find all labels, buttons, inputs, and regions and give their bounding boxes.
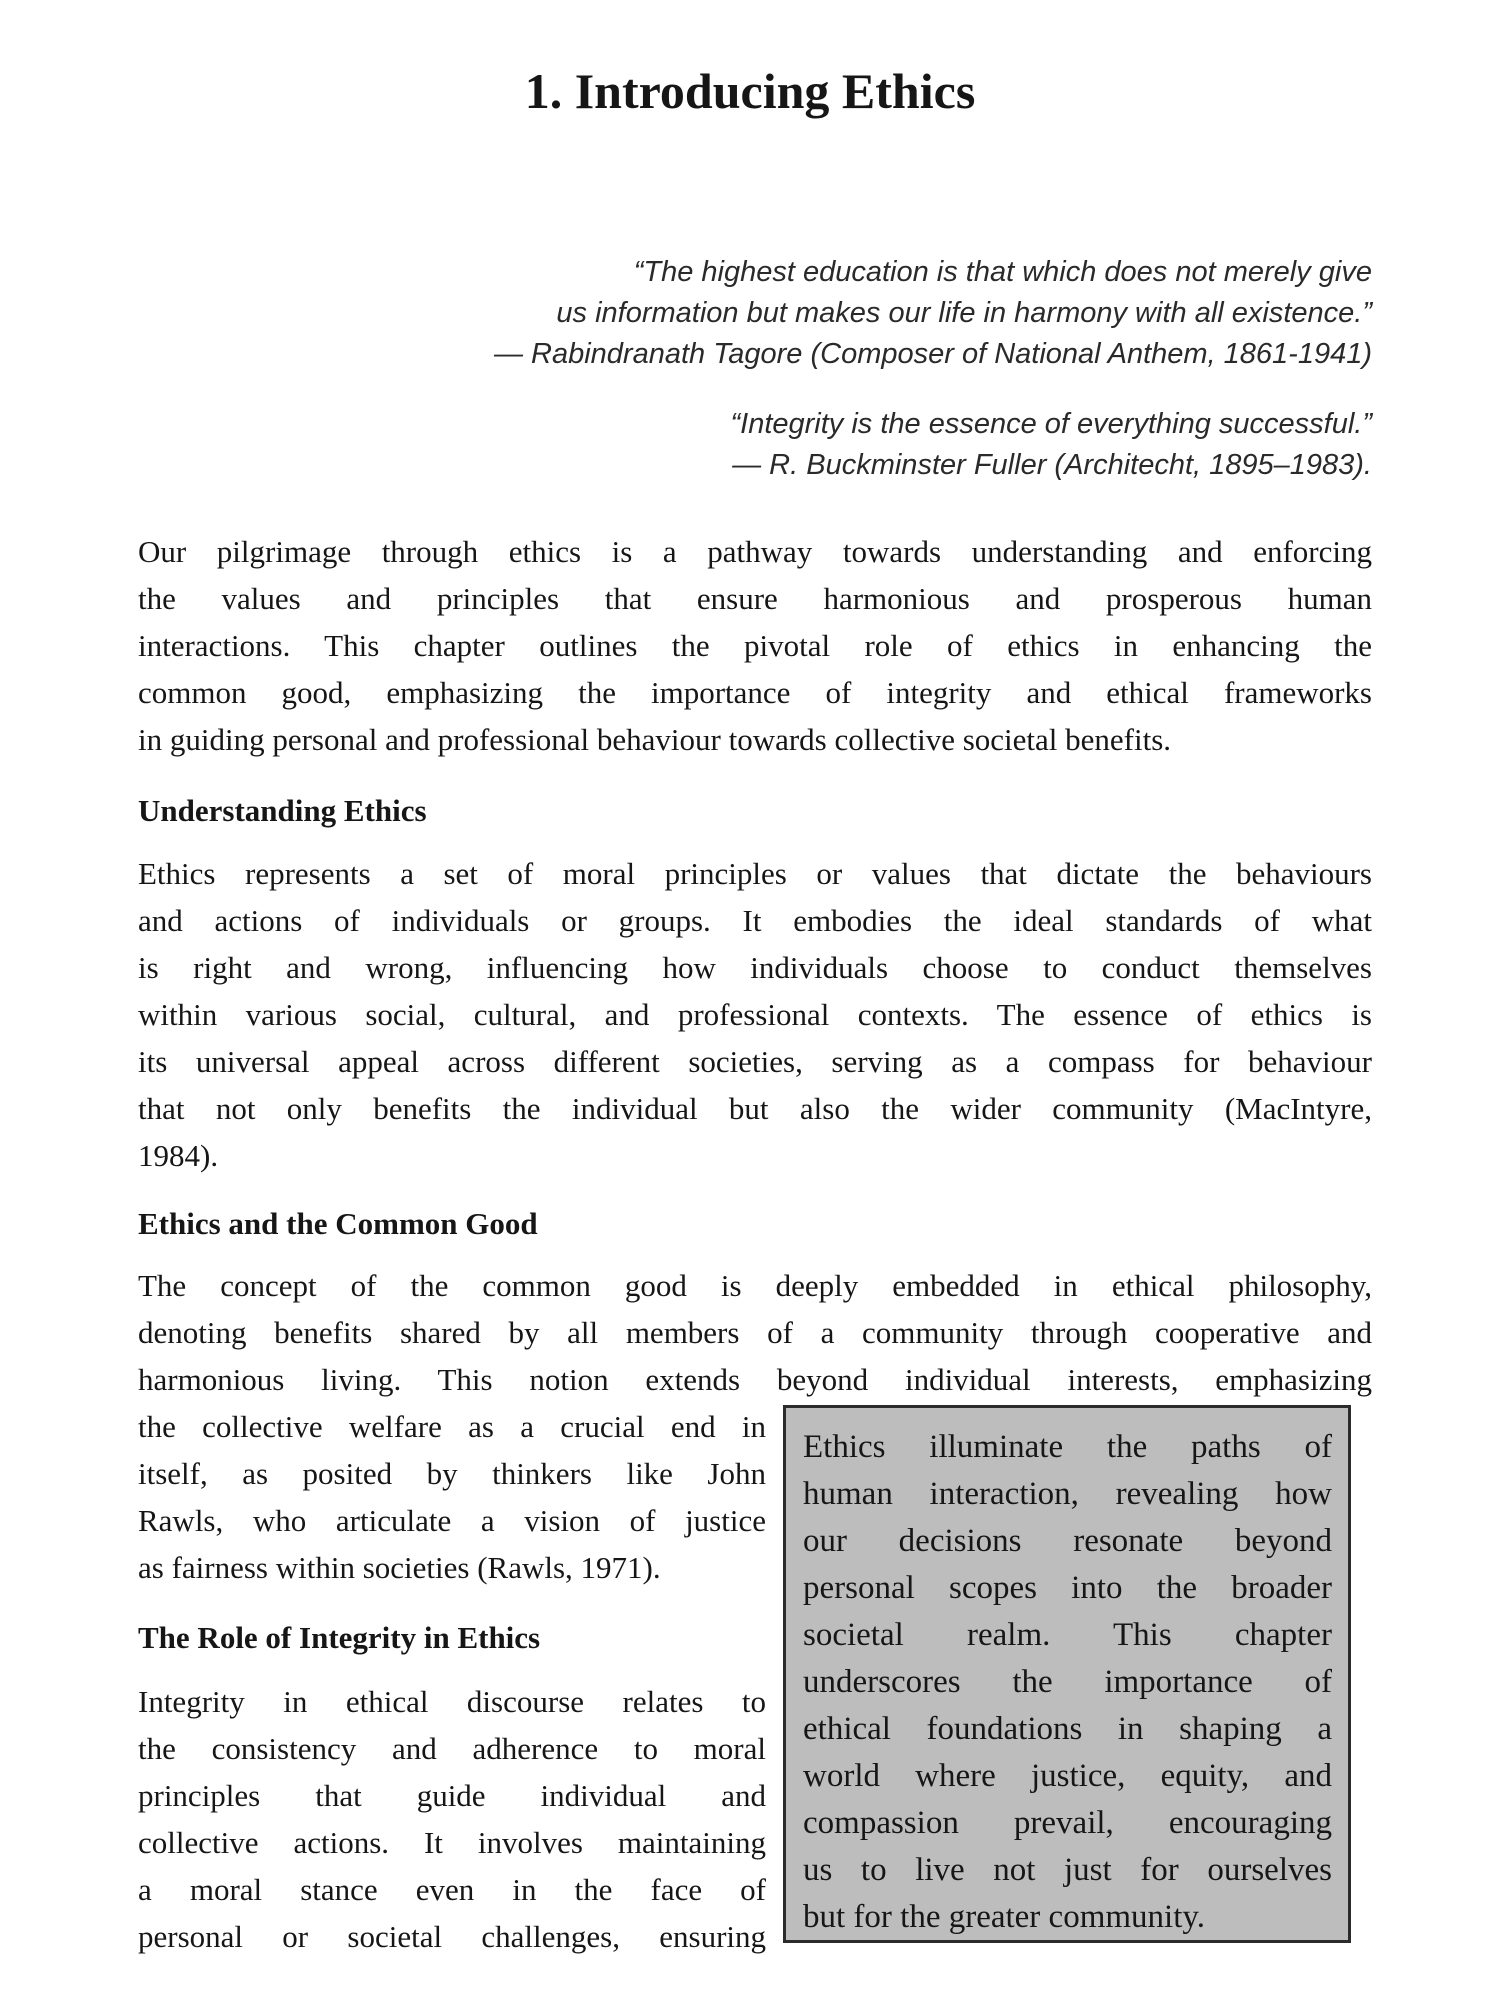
text-line: Ethics illuminate the paths of <box>803 1429 1332 1465</box>
text-line: the values and principles that ensure harmonious and prosperous human <box>138 581 1372 616</box>
callout-box <box>783 1405 1351 1943</box>
text-line: is right and wrong, influencing how individuals choose to conduct themselves <box>138 950 1372 985</box>
text-line: personal scopes into the broader <box>803 1570 1332 1606</box>
epigraph-attribution: — R. Buckminster Fuller (Architecht, 1895–1983). <box>732 449 1372 481</box>
text-line: itself, as posited by thinkers like John <box>138 1456 766 1491</box>
section-heading-integrity: The Role of Integrity in Ethics <box>138 1620 541 1655</box>
text-line: harmonious living. This notion extends beyond individual interests, emphasizing <box>138 1362 1372 1397</box>
epigraph-line: “The highest education is that which does not merely give <box>633 256 1372 288</box>
text-line: in guiding personal and professional behaviour towards collective societal benefits. <box>138 722 1172 757</box>
text-line: our decisions resonate beyond <box>803 1523 1332 1559</box>
text-line: the collective welfare as a crucial end in <box>138 1409 766 1444</box>
text-line: ethical foundations in shaping a <box>803 1711 1332 1747</box>
text-line: principles that guide individual and <box>138 1778 766 1813</box>
text-line: human interaction, revealing how <box>803 1476 1332 1512</box>
text-line: within various social, cultural, and professional contexts. The essence of ethics is <box>138 997 1372 1032</box>
text-line: that not only benefits the individual but also the wider community (MacIntyre, <box>138 1091 1372 1126</box>
text-line: The concept of the common good is deeply embedded in ethical philosophy, <box>138 1268 1372 1303</box>
text-line: interactions. This chapter outlines the pivotal role of ethics in enhancing the <box>138 628 1372 663</box>
epigraph-line: us information but makes our life in harmony with all existence.” <box>556 297 1372 329</box>
text-line: Our pilgrimage through ethics is a pathway towards understanding and enforcing <box>138 534 1372 569</box>
epigraph-fuller <box>730 404 1372 486</box>
text-line: compassion prevail, encouraging <box>803 1805 1332 1841</box>
text-line: Ethics represents a set of moral principles or values that dictate the behaviours <box>138 856 1372 891</box>
integrity-paragraph <box>138 1678 766 1960</box>
text-line: but for the greater community. <box>803 1899 1205 1935</box>
text-line: personal or societal challenges, ensuring <box>138 1919 766 1954</box>
epigraph-tagore <box>494 252 1372 375</box>
text-line: underscores the importance of <box>803 1664 1332 1700</box>
text-line: world where justice, equity, and <box>803 1758 1332 1794</box>
section-heading-common-good: Ethics and the Common Good <box>138 1206 538 1241</box>
chapter-title: 1. Introducing Ethics <box>524 63 976 119</box>
text-line: the consistency and adherence to moral <box>138 1731 766 1766</box>
text-line: 1984). <box>138 1138 219 1173</box>
text-line: collective actions. It involves maintaining <box>138 1825 766 1860</box>
text-line: Integrity in ethical discourse relates to <box>138 1684 766 1719</box>
section-heading-understanding-ethics: Understanding Ethics <box>138 793 427 828</box>
text-line: and actions of individuals or groups. It embodies the ideal standards of what <box>138 903 1372 938</box>
text-line: common good, emphasizing the importance of integrity and ethical frameworks <box>138 675 1372 710</box>
intro-paragraph <box>138 528 1372 763</box>
text-line: societal realm. This chapter <box>803 1617 1332 1653</box>
epigraph-line: “Integrity is the essence of everything successful.” <box>730 408 1372 440</box>
text-line: a moral stance even in the face of <box>138 1872 766 1907</box>
text-line: its universal appeal across different societies, serving as a compass for behaviour <box>138 1044 1372 1079</box>
understanding-ethics-paragraph <box>138 850 1372 1179</box>
text-line: us to live not just for ourselves <box>803 1852 1332 1888</box>
text-line: as fairness within societies (Rawls, 1971). <box>138 1550 661 1585</box>
text-line: denoting benefits shared by all members of a community through cooperative and <box>138 1315 1372 1350</box>
epigraph-attribution: — Rabindranath Tagore (Composer of National Anthem, 1861-1941) <box>493 338 1372 370</box>
text-line: Rawls, who articulate a vision of justice <box>138 1503 766 1538</box>
